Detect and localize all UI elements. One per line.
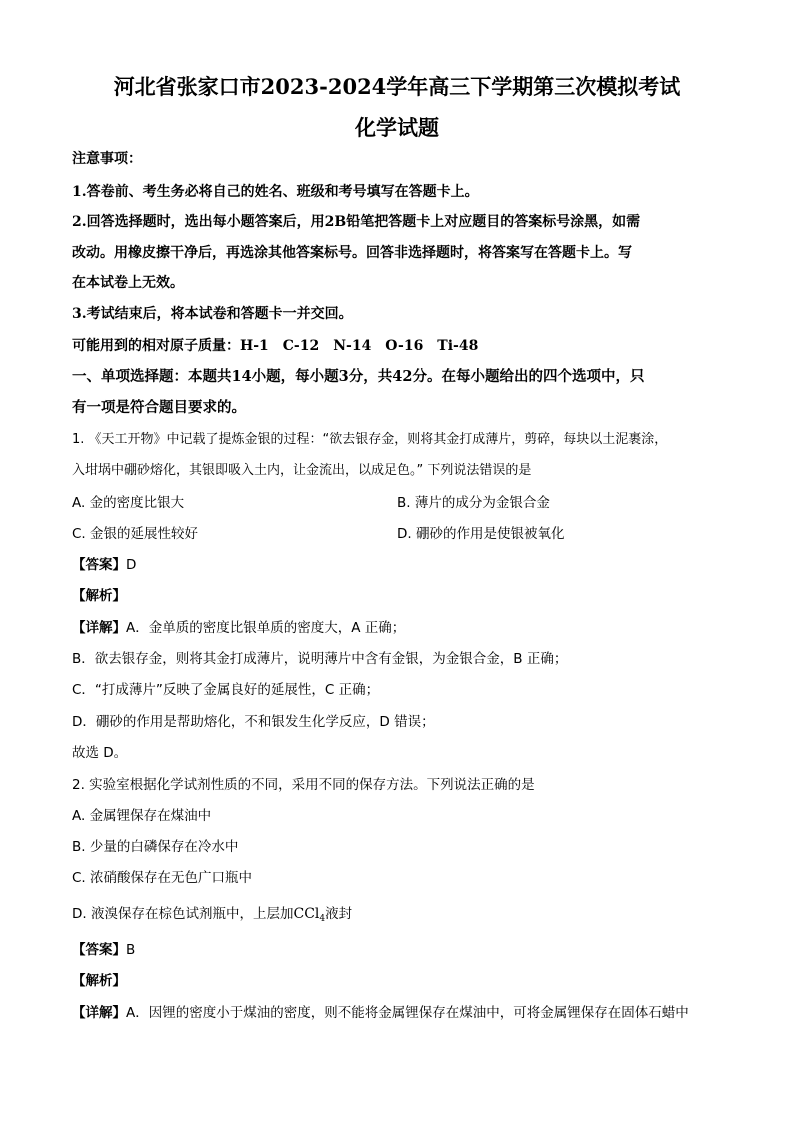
q2-option-d — [72, 904, 352, 929]
atomic-masses: 可能用到的相对原子质量：H-1 C-12 N-14 O-16 Ti-48 — [72, 338, 479, 354]
q1-detail-line-4: D．硼砂的作用是帮助熔化，不和银发生化学反应，D 错误； — [72, 714, 435, 730]
notice-item-3: 3.考试结束后，将本试卷和答题卡一并交回。 — [72, 306, 353, 322]
q2-answer-row — [72, 940, 135, 960]
notice-item-2-line-3: 在本试卷上无效。 — [72, 275, 184, 291]
ccl-formula: CCl — [293, 906, 320, 922]
notice-item-2-line-2: 改动。用橡皮擦干净后，再选涂其他答案标号。回答非选择题时，将答案写在答题卡上。写 — [72, 245, 632, 261]
q1-detail-line-2: B．欲去银存金，则将其金打成薄片，说明薄片中含有金银，为金银合金，B 正确； — [72, 651, 568, 667]
q2-option-b: B. 少量的白磷保存在冷水中 — [72, 839, 239, 855]
notice-item-1: 1.答卷前、考生务必将自己的姓名、班级和考号填写在答题卡上。 — [72, 184, 479, 200]
q2-option-d-suffix: 液封 — [325, 906, 353, 922]
q1-detail-line-5: 故选 D。 — [72, 745, 128, 761]
notice-heading: 注意事项： — [72, 151, 142, 167]
q2-detail-line-1 — [72, 1003, 689, 1023]
q1-analysis-label: 【解析】 — [72, 588, 126, 604]
q1-stem-line-1: 1. 《天工开物》中记载了提炼金银的过程：“欲去银存金，则将其金打成薄片，剪碎，每块以土泥裹涂， — [72, 432, 668, 447]
exam-subtitle: 化学试题 — [355, 115, 439, 140]
q2-stem: 2. 实验室根据化学试剂性质的不同，采用不同的保存方法。下列说法正确的是 — [72, 777, 535, 793]
section-heading-line-1: 一、单项选择题：本题共14小题，每小题3分，共42分。在每小题给出的四个选项中，只 — [72, 368, 645, 385]
q2-option-c: C. 浓硝酸保存在无色广口瓶中 — [72, 870, 253, 886]
q1-answer-row — [72, 555, 136, 575]
q1-detail-line-1 — [72, 618, 405, 638]
section-heading-line-2: 有一项是符合题目要求的。 — [72, 399, 246, 416]
q2-answer-value: B — [126, 942, 136, 958]
q1-option-a: A. 金的密度比银大 — [72, 495, 185, 511]
q1-detail-line-3: C．“打成薄片”反映了金属良好的延展性，C 正确； — [72, 682, 380, 698]
q2-option-a: A. 金属锂保存在煤油中 — [72, 808, 212, 824]
q2-detail-text-1: A．因锂的密度小于煤油的密度，则不能将金属锂保存在煤油中，可将金属锂保存在固体石蜡中 — [126, 1005, 689, 1021]
q2-option-d-text: D. 液溴保存在棕色试剂瓶中，上层加 — [72, 906, 294, 922]
q2-answer-label: 【答案】 — [72, 942, 126, 958]
q1-answer-value: D — [126, 557, 137, 573]
q1-detail-text-1: A．金单质的密度比银单质的密度大，A 正确； — [126, 620, 406, 636]
q2-analysis-label: 【解析】 — [72, 973, 126, 989]
exam-title: 河北省张家口市2023-2024学年高三下学期第三次模拟考试 — [113, 74, 681, 99]
ccl-subscript: 4 — [319, 914, 326, 924]
q2-option-d-formula — [293, 906, 325, 922]
q2-detail-label: 【详解】 — [72, 1005, 126, 1021]
q1-detail-label: 【详解】 — [72, 620, 126, 636]
q1-stem-line-2: 入坩埚中硼砂熔化，其银即吸入土内，让金流出，以成足色。” 下列说法错误的是 — [72, 463, 532, 478]
q1-option-d: D. 硼砂的作用是使银被氧化 — [397, 526, 565, 542]
q1-answer-label: 【答案】 — [72, 557, 126, 573]
q1-option-c: C. 金银的延展性较好 — [72, 526, 199, 542]
notice-item-2-line-1: 2.回答选择题时，选出每小题答案后，用2B铅笔把答题卡上对应题目的答案标号涂黑，如需 — [72, 214, 641, 230]
q1-option-b: B. 薄片的成分为金银合金 — [397, 495, 550, 511]
